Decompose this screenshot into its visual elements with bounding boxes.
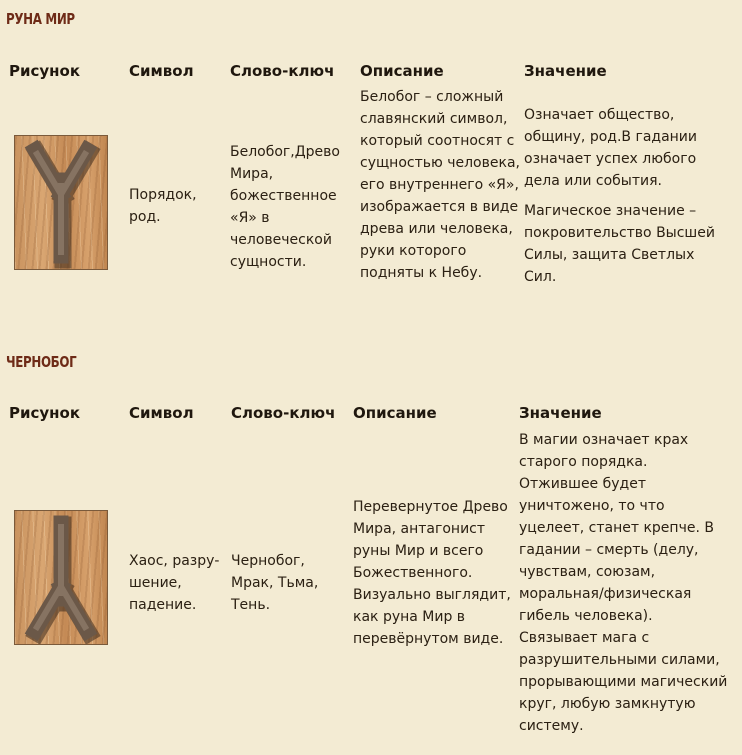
keyword-cell: Чернобог, Мрак, Тьма, Тень. (231, 553, 319, 613)
header-description: Описание (353, 404, 437, 422)
rune-chernobog-tile (14, 510, 108, 645)
header-symbol: Символ (129, 62, 194, 80)
header-meaning: Значение (524, 62, 607, 80)
rune-mir-tile (14, 135, 108, 270)
header-keyword: Слово-ключ (231, 404, 336, 422)
meaning-cell: В магии означает крах старого порядка. Отжившее будет уничтожено, то что уцелеет, станет крепче. В гадании – смерть (делу, чувствам, союзам, моральная/физическая гибель человека). Связывает мага с разрушительными силами, прорывающими магический круг, любую замкнутую систему. (519, 432, 728, 734)
header-picture: Рисунок (9, 404, 81, 422)
header-meaning: Значение (519, 404, 602, 422)
meaning-paragraph-2: Магическое значение – покровительство Высшей Силы, защита Светлых Сил. (524, 203, 715, 285)
rune-chernobog-inverted-icon (15, 511, 107, 644)
section-title-rune-mir: РУНА МИР (6, 10, 75, 28)
header-description: Описание (360, 62, 444, 80)
symbol-cell: Хаос, разру-шение, падение. (129, 553, 220, 613)
meaning-cell (524, 104, 724, 288)
rune-mir-upright-icon (15, 136, 107, 269)
header-keyword: Слово-ключ (230, 62, 335, 80)
symbol-cell: Порядок, род. (129, 187, 197, 225)
header-picture: Рисунок (9, 62, 81, 80)
header-symbol: Символ (129, 404, 194, 422)
description-cell: Перевернутое Древо Мира, антагонист руны Мир и всего Божественного. Визуально выглядит, как руна Мир в перевёрнутом виде. (353, 499, 511, 647)
keyword-cell: Белобог,Древо Мира, божественное «Я» в человеческой сущности. (230, 144, 340, 270)
description-cell: Белобог – сложный славянский символ, который соотносят с сущностью человека, его внутреннего «Я», изображается в виде древа или человека, руки которого подняты к Небу. (360, 89, 520, 281)
meaning-paragraph-1: Означает общество, общину, род.В гадании означает успех любого дела или события. (524, 107, 698, 189)
section-title-chernobog: ЧЕРНОБОГ (6, 353, 77, 371)
